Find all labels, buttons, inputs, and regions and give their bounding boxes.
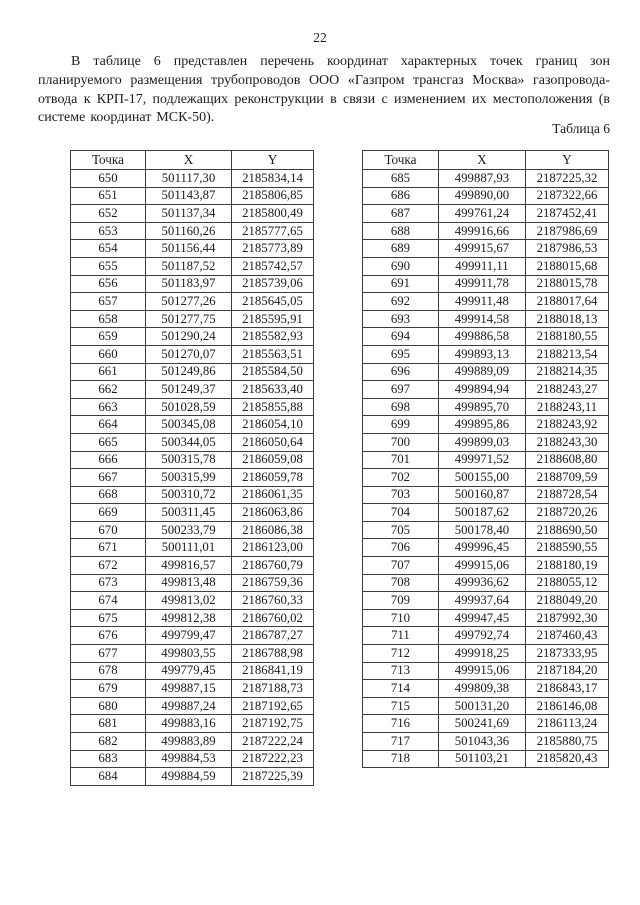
table-row xyxy=(71,697,314,715)
header-row xyxy=(363,151,609,170)
table-cell: 500241,69 xyxy=(438,715,525,733)
table-cell: 682 xyxy=(71,733,146,751)
table-cell: 499779,45 xyxy=(146,662,232,680)
table-cell: 501249,86 xyxy=(146,363,232,381)
table-cell: 2185582,93 xyxy=(232,328,314,346)
table-row xyxy=(71,733,314,751)
table-cell: 703 xyxy=(363,486,439,504)
table-cell: 2188214,35 xyxy=(525,363,608,381)
table-cell: 685 xyxy=(363,170,439,188)
table-row xyxy=(363,416,609,434)
table-cell: 499915,06 xyxy=(438,662,525,680)
table-cell: 708 xyxy=(363,574,439,592)
table-cell: 2188017,64 xyxy=(525,293,608,311)
table-row xyxy=(363,170,609,188)
table-cell: 660 xyxy=(71,345,146,363)
table-cell: 2185739,06 xyxy=(232,275,314,293)
table-cell: 2188243,92 xyxy=(525,416,608,434)
table-cell: 500315,99 xyxy=(146,469,232,487)
table-cell: 711 xyxy=(363,627,439,645)
table-row xyxy=(363,592,609,610)
table-cell: 2185820,43 xyxy=(525,750,608,768)
table-row xyxy=(363,627,609,645)
table-cell: 2186061,35 xyxy=(232,486,314,504)
table-row xyxy=(71,609,314,627)
column-header-point: Точка xyxy=(71,151,146,170)
table-row xyxy=(71,574,314,592)
intro-paragraph: В таблице 6 представлен перечень координат характерных точек границ зон планируемого размещения трубопроводов ООО «Газпром трансгаз Москва» газопровода-отвода к КРП-17, подлежащих реконструкции в связи с изменением их местоположения (в системе координат МСК-50). xyxy=(38,54,610,126)
table-row xyxy=(71,222,314,240)
table-cell: 2187225,32 xyxy=(525,170,608,188)
table-cell: 2187222,23 xyxy=(232,750,314,768)
table-cell: 2188728,54 xyxy=(525,486,608,504)
table-cell: 2187986,69 xyxy=(525,222,608,240)
table-cell: 668 xyxy=(71,486,146,504)
table-row xyxy=(363,433,609,451)
table-cell: 665 xyxy=(71,433,146,451)
coordinates-table-right xyxy=(362,150,609,768)
table-cell: 669 xyxy=(71,504,146,522)
table-cell: 2187452,41 xyxy=(525,205,608,223)
table-cell: 499809,38 xyxy=(438,680,525,698)
table-cell: 2186843,17 xyxy=(525,680,608,698)
table-row xyxy=(71,750,314,768)
table-cell: 499792,74 xyxy=(438,627,525,645)
table-cell: 2187333,95 xyxy=(525,645,608,663)
table-cell: 697 xyxy=(363,381,439,399)
table-cell: 2185806,85 xyxy=(232,187,314,205)
table-cell: 501103,21 xyxy=(438,750,525,768)
table-cell: 651 xyxy=(71,187,146,205)
table-cell: 499893,13 xyxy=(438,345,525,363)
table-row xyxy=(71,768,314,786)
table-cell: 2188055,12 xyxy=(525,574,608,592)
table-cell: 2186760,79 xyxy=(232,557,314,575)
table-cell: 2188243,11 xyxy=(525,398,608,416)
column-header-point: Точка xyxy=(363,151,439,170)
table-cell: 499971,52 xyxy=(438,451,525,469)
table-caption: Таблица 6 xyxy=(552,121,610,136)
table-cell: 672 xyxy=(71,557,146,575)
table-row xyxy=(363,645,609,663)
table-cell: 654 xyxy=(71,240,146,258)
table-cell: 499812,38 xyxy=(146,609,232,627)
table-cell: 499883,89 xyxy=(146,733,232,751)
table-cell: 2188180,55 xyxy=(525,328,608,346)
table-cell: 674 xyxy=(71,592,146,610)
table-cell: 2188590,55 xyxy=(525,539,608,557)
table-cell: 2188015,68 xyxy=(525,257,608,275)
table-cell: 678 xyxy=(71,662,146,680)
table-cell: 499813,48 xyxy=(146,574,232,592)
table-row xyxy=(363,451,609,469)
table-cell: 499887,93 xyxy=(438,170,525,188)
table-cell: 659 xyxy=(71,328,146,346)
table-row xyxy=(71,257,314,275)
table-row xyxy=(363,557,609,575)
table-cell: 2187460,43 xyxy=(525,627,608,645)
table-row xyxy=(71,592,314,610)
table-cell: 499803,55 xyxy=(146,645,232,663)
table-cell: 2185855,88 xyxy=(232,398,314,416)
table-cell: 691 xyxy=(363,275,439,293)
table-cell: 653 xyxy=(71,222,146,240)
table-cell: 673 xyxy=(71,574,146,592)
table-row xyxy=(363,680,609,698)
table-cell: 717 xyxy=(363,733,439,751)
table-row xyxy=(363,310,609,328)
table-cell: 500111,01 xyxy=(146,539,232,557)
table-cell: 501270,07 xyxy=(146,345,232,363)
table-cell: 499887,24 xyxy=(146,697,232,715)
table-cell: 2186054,10 xyxy=(232,416,314,434)
table-row xyxy=(363,398,609,416)
table-cell: 706 xyxy=(363,539,439,557)
table-cell: 688 xyxy=(363,222,439,240)
table-cell: 499915,67 xyxy=(438,240,525,258)
table-cell: 2187192,75 xyxy=(232,715,314,733)
table-cell: 2188243,30 xyxy=(525,433,608,451)
table-cell: 499911,78 xyxy=(438,275,525,293)
table-row xyxy=(363,469,609,487)
table-row xyxy=(71,275,314,293)
table-cell: 500315,78 xyxy=(146,451,232,469)
table-cell: 500155,00 xyxy=(438,469,525,487)
table-cell: 663 xyxy=(71,398,146,416)
table-row xyxy=(363,275,609,293)
table-cell: 499996,45 xyxy=(438,539,525,557)
table-cell: 2186841,19 xyxy=(232,662,314,680)
table-cell: 701 xyxy=(363,451,439,469)
table-cell: 2186123,00 xyxy=(232,539,314,557)
table-row xyxy=(363,293,609,311)
column-header-y: Y xyxy=(232,151,314,170)
table-cell: 2185633,40 xyxy=(232,381,314,399)
table-cell: 2186059,78 xyxy=(232,469,314,487)
table-cell: 693 xyxy=(363,310,439,328)
table-cell: 702 xyxy=(363,469,439,487)
table-row xyxy=(71,433,314,451)
table-cell: 656 xyxy=(71,275,146,293)
table-cell: 499899,03 xyxy=(438,433,525,451)
table-cell: 2186787,27 xyxy=(232,627,314,645)
table-cell: 680 xyxy=(71,697,146,715)
table-cell: 499816,57 xyxy=(146,557,232,575)
table-cell: 499937,64 xyxy=(438,592,525,610)
table-cell: 681 xyxy=(71,715,146,733)
table-row xyxy=(71,539,314,557)
table-row xyxy=(71,645,314,663)
table-cell: 500344,05 xyxy=(146,433,232,451)
table-row xyxy=(71,345,314,363)
table-cell: 715 xyxy=(363,697,439,715)
page-number: 22 xyxy=(313,30,327,45)
table-cell: 676 xyxy=(71,627,146,645)
table-cell: 499911,11 xyxy=(438,257,525,275)
table-cell: 2188690,50 xyxy=(525,521,608,539)
table-cell: 499936,62 xyxy=(438,574,525,592)
table-row xyxy=(363,205,609,223)
table-cell: 2185777,65 xyxy=(232,222,314,240)
table-cell: 684 xyxy=(71,768,146,786)
table-cell: 2187992,30 xyxy=(525,609,608,627)
table-cell: 666 xyxy=(71,451,146,469)
table-row xyxy=(363,328,609,346)
table-cell: 499911,48 xyxy=(438,293,525,311)
table-row xyxy=(363,715,609,733)
table-cell: 501277,26 xyxy=(146,293,232,311)
table-cell: 687 xyxy=(363,205,439,223)
table-row xyxy=(71,504,314,522)
table-cell: 712 xyxy=(363,645,439,663)
table-cell: 2186760,02 xyxy=(232,609,314,627)
table-cell: 501277,75 xyxy=(146,310,232,328)
table-cell: 661 xyxy=(71,363,146,381)
table-cell: 501137,34 xyxy=(146,205,232,223)
table-cell: 707 xyxy=(363,557,439,575)
table-row xyxy=(363,187,609,205)
table-row xyxy=(363,504,609,522)
table-row xyxy=(363,697,609,715)
table-cell: 2186086,38 xyxy=(232,521,314,539)
table-row xyxy=(71,416,314,434)
table-cell: 686 xyxy=(363,187,439,205)
column-header-x: X xyxy=(438,151,525,170)
table-cell: 2188709,59 xyxy=(525,469,608,487)
table-cell: 705 xyxy=(363,521,439,539)
table-cell: 2188018,13 xyxy=(525,310,608,328)
table-cell: 501249,37 xyxy=(146,381,232,399)
table-cell: 2187986,53 xyxy=(525,240,608,258)
table-cell: 499915,06 xyxy=(438,557,525,575)
table-cell: 2188720,26 xyxy=(525,504,608,522)
table-cell: 2186063,86 xyxy=(232,504,314,522)
table-cell: 500178,40 xyxy=(438,521,525,539)
table-cell: 2186113,24 xyxy=(525,715,608,733)
table-body-left xyxy=(71,170,314,786)
table-row xyxy=(71,627,314,645)
table-cell: 499947,45 xyxy=(438,609,525,627)
table-cell: 677 xyxy=(71,645,146,663)
table-cell: 667 xyxy=(71,469,146,487)
table-cell: 499918,25 xyxy=(438,645,525,663)
table-cell: 500345,08 xyxy=(146,416,232,434)
table-cell: 2185595,91 xyxy=(232,310,314,328)
table-cell: 690 xyxy=(363,257,439,275)
table-cell: 2185834,14 xyxy=(232,170,314,188)
table-cell: 716 xyxy=(363,715,439,733)
table-cell: 501143,87 xyxy=(146,187,232,205)
table-row xyxy=(71,205,314,223)
table-cell: 2187192,65 xyxy=(232,697,314,715)
table-cell: 499884,59 xyxy=(146,768,232,786)
table-cell: 500131,20 xyxy=(438,697,525,715)
table-cell: 652 xyxy=(71,205,146,223)
table-row xyxy=(363,574,609,592)
table-cell: 499914,58 xyxy=(438,310,525,328)
table-body-right xyxy=(363,170,609,768)
table-cell: 501160,26 xyxy=(146,222,232,240)
table-cell: 2187222,24 xyxy=(232,733,314,751)
table-cell: 709 xyxy=(363,592,439,610)
table-cell: 713 xyxy=(363,662,439,680)
table-cell: 501117,30 xyxy=(146,170,232,188)
table-row xyxy=(363,363,609,381)
table-cell: 718 xyxy=(363,750,439,768)
table-cell: 501028,59 xyxy=(146,398,232,416)
table-cell: 499889,09 xyxy=(438,363,525,381)
table-cell: 2188213,54 xyxy=(525,345,608,363)
header-row xyxy=(71,151,314,170)
table-cell: 692 xyxy=(363,293,439,311)
table-row xyxy=(71,486,314,504)
table-cell: 499884,53 xyxy=(146,750,232,768)
table-cell: 714 xyxy=(363,680,439,698)
table-row xyxy=(71,310,314,328)
table-cell: 2187188,73 xyxy=(232,680,314,698)
table-row xyxy=(71,521,314,539)
table-row xyxy=(363,750,609,768)
table-cell: 689 xyxy=(363,240,439,258)
table-cell: 499894,94 xyxy=(438,381,525,399)
table-row xyxy=(71,240,314,258)
column-header-x: X xyxy=(146,151,232,170)
table-cell: 2187184,20 xyxy=(525,662,608,680)
table-row xyxy=(71,363,314,381)
table-row xyxy=(71,381,314,399)
table-cell: 501183,97 xyxy=(146,275,232,293)
table-cell: 683 xyxy=(71,750,146,768)
table-cell: 2185563,51 xyxy=(232,345,314,363)
table-cell: 500310,72 xyxy=(146,486,232,504)
table-row xyxy=(71,170,314,188)
table-row xyxy=(71,680,314,698)
table-cell: 501187,52 xyxy=(146,257,232,275)
table-cell: 664 xyxy=(71,416,146,434)
table-row xyxy=(71,451,314,469)
table-cell: 499916,66 xyxy=(438,222,525,240)
table-cell: 2186050,64 xyxy=(232,433,314,451)
table-cell: 2188608,80 xyxy=(525,451,608,469)
column-header-y: Y xyxy=(525,151,608,170)
table-cell: 696 xyxy=(363,363,439,381)
table-cell: 499887,15 xyxy=(146,680,232,698)
table-cell: 698 xyxy=(363,398,439,416)
table-row xyxy=(363,257,609,275)
table-cell: 695 xyxy=(363,345,439,363)
table-cell: 499895,86 xyxy=(438,416,525,434)
table-cell: 2188243,27 xyxy=(525,381,608,399)
table-row xyxy=(363,609,609,627)
table-cell: 500187,62 xyxy=(438,504,525,522)
table-cell: 671 xyxy=(71,539,146,557)
table-cell: 710 xyxy=(363,609,439,627)
table-cell: 2186146,08 xyxy=(525,697,608,715)
table-cell: 499883,16 xyxy=(146,715,232,733)
table-cell: 2185880,75 xyxy=(525,733,608,751)
table-cell: 2185773,89 xyxy=(232,240,314,258)
table-row xyxy=(71,398,314,416)
table-cell: 657 xyxy=(71,293,146,311)
table-cell: 658 xyxy=(71,310,146,328)
table-cell: 2188015,78 xyxy=(525,275,608,293)
table-row xyxy=(363,733,609,751)
table-row xyxy=(363,222,609,240)
table-cell: 2186059,08 xyxy=(232,451,314,469)
table-cell: 2185645,05 xyxy=(232,293,314,311)
table-row xyxy=(363,521,609,539)
table-cell: 662 xyxy=(71,381,146,399)
table-row xyxy=(363,539,609,557)
table-cell: 2187322,66 xyxy=(525,187,608,205)
table-cell: 500311,45 xyxy=(146,504,232,522)
table-cell: 499895,70 xyxy=(438,398,525,416)
table-cell: 501156,44 xyxy=(146,240,232,258)
table-cell: 500160,87 xyxy=(438,486,525,504)
table-cell: 2185584,50 xyxy=(232,363,314,381)
table-cell: 501043,36 xyxy=(438,733,525,751)
table-row xyxy=(71,469,314,487)
table-row xyxy=(363,345,609,363)
table-row xyxy=(363,381,609,399)
table-row xyxy=(71,187,314,205)
table-cell: 500233,79 xyxy=(146,521,232,539)
table-cell: 2186788,98 xyxy=(232,645,314,663)
table-cell: 499886,58 xyxy=(438,328,525,346)
table-cell: 499813,02 xyxy=(146,592,232,610)
table-row xyxy=(71,557,314,575)
table-cell: 2188180,19 xyxy=(525,557,608,575)
table-row xyxy=(71,328,314,346)
table-cell: 700 xyxy=(363,433,439,451)
table-cell: 499761,24 xyxy=(438,205,525,223)
table-row xyxy=(363,240,609,258)
table-cell: 650 xyxy=(71,170,146,188)
table-row xyxy=(71,662,314,680)
table-cell: 2187225,39 xyxy=(232,768,314,786)
table-cell: 501290,24 xyxy=(146,328,232,346)
table-row xyxy=(363,486,609,504)
table-cell: 675 xyxy=(71,609,146,627)
table-row xyxy=(363,662,609,680)
coordinates-table-left xyxy=(70,150,314,786)
table-row xyxy=(71,293,314,311)
table-cell: 694 xyxy=(363,328,439,346)
table-cell: 2185800,49 xyxy=(232,205,314,223)
table-cell: 2186760,33 xyxy=(232,592,314,610)
table-cell: 2186759,36 xyxy=(232,574,314,592)
table-cell: 699 xyxy=(363,416,439,434)
table-cell: 2188049,20 xyxy=(525,592,608,610)
table-row xyxy=(71,715,314,733)
table-cell: 499890,00 xyxy=(438,187,525,205)
table-cell: 670 xyxy=(71,521,146,539)
table-cell: 499799,47 xyxy=(146,627,232,645)
table-cell: 679 xyxy=(71,680,146,698)
table-cell: 704 xyxy=(363,504,439,522)
table-cell: 655 xyxy=(71,257,146,275)
table-cell: 2185742,57 xyxy=(232,257,314,275)
